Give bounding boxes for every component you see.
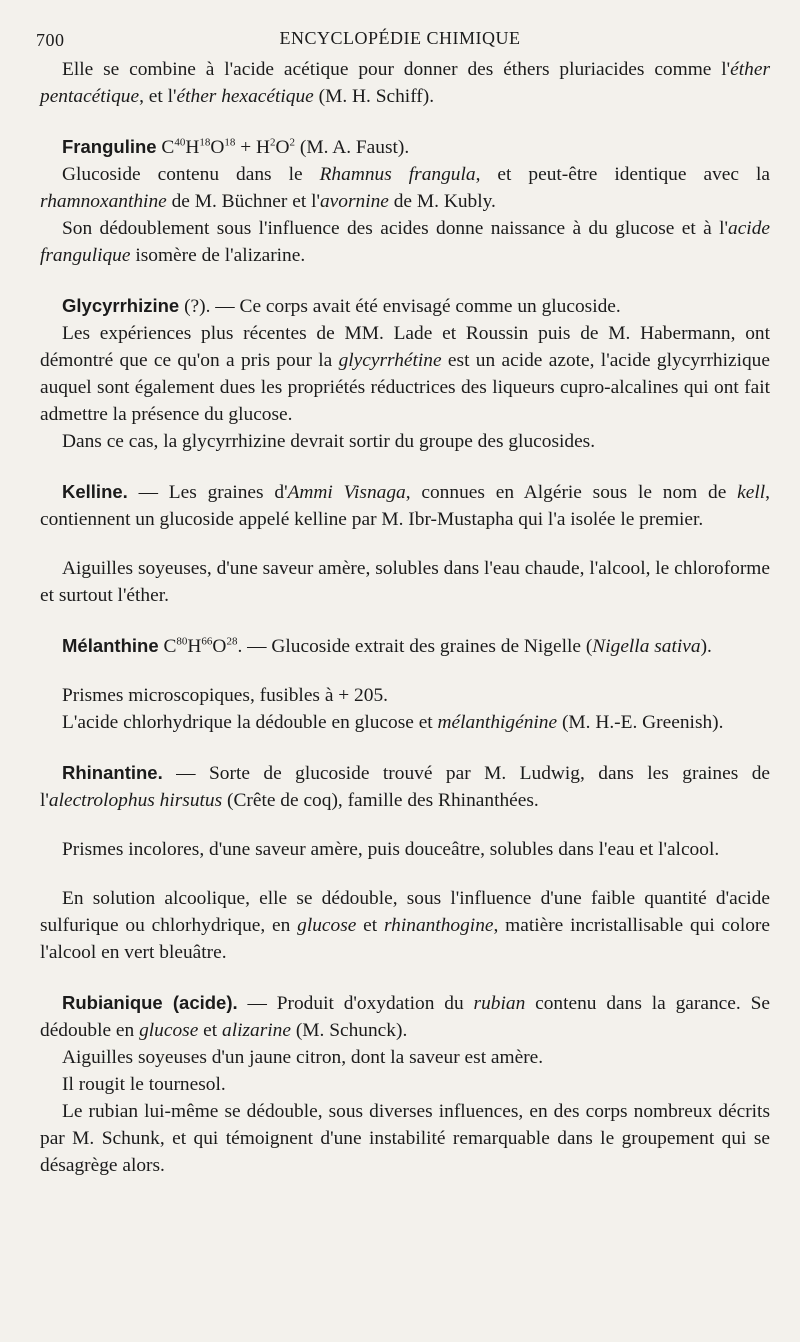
paragraph: Les expériences plus récentes de MM. Lade et Roussin puis de M. Habermann, ont démontré que ce qu'on a pris pour la glycyrrhétine est un acide azote, l'acide glycyrrhizique auquel sont également dues les propriétés réductrices des liqueurs cupro-alcalines qui ont fait admettre la présence du glucose. bbox=[40, 323, 770, 425]
entry-rubianique: Rubianique (acide). — Produit d'oxydation du rubian contenu dans la garance. Se dédouble en glucose et alizarine (M. Schunck). bbox=[40, 992, 770, 1041]
entry-glycyrrhizine: Glycyrrhizine (?). — Ce corps avait été envisagé comme un glucoside. bbox=[62, 295, 621, 317]
entry-term: Glycyrrhizine bbox=[62, 295, 180, 316]
entry-rhinantine: Rhinantine. — Sorte de glucoside trouvé par M. Ludwig, dans les graines de l'alectrolophus hirsutus (Crête de coq), famille des Rhinanthées. bbox=[40, 762, 770, 811]
paragraph: Glucoside contenu dans le Rhamnus frangula, et peut-être identique avec la rhamnoxanthine de M. Büchner et l'avornine de M. Kubly. bbox=[40, 164, 770, 212]
entry-melanthine: Mélanthine $C^{80}H^{66}O^{28}$. — Glucoside extrait des graines de Nigelle (Nigella sativa). bbox=[62, 635, 712, 657]
paragraph: Son dédoublement sous l'influence des acides donne naissance à du glucose et à l'acide frangulique isomère de l'alizarine. bbox=[40, 218, 770, 266]
entry-term: Rubianique (acide). bbox=[62, 992, 238, 1013]
paragraph: Le rubian lui-même se dédouble, sous diverses influences, en des corps nombreux décrits par M. Schunk, et qui témoignent d'une instabilité remarquable dans le groupement qui se désagrège alors. bbox=[40, 1101, 770, 1176]
paragraph: Aiguilles soyeuses, d'une saveur amère, solubles dans l'eau chaude, l'alcool, le chloroforme et surtout l'éther. bbox=[40, 558, 770, 606]
paragraph: Prismes microscopiques, fusibles à + 205. bbox=[62, 685, 388, 706]
paragraph: Prismes incolores, d'une saveur amère, puis douceâtre, solubles dans l'eau et l'alcool. bbox=[62, 839, 720, 860]
paragraph: En solution alcoolique, elle se dédouble, sous l'influence d'une faible quantité d'acide sulfurique ou chlorhydrique, en glucose et rhinanthogine, matière incristallisable qui colore l'alcool en vert bleuâtre. bbox=[40, 888, 770, 963]
entry-term: Kelline. bbox=[62, 481, 128, 502]
paragraph: Dans ce cas, la glycyrrhizine devrait sortir du groupe des glucosides. bbox=[62, 431, 596, 452]
paragraph: Aiguilles soyeuses d'un jaune citron, dont la saveur est amère. bbox=[62, 1047, 544, 1068]
paragraph: Il rougit le tournesol. bbox=[62, 1074, 226, 1095]
running-title: ENCYCLOPÉDIE CHIMIQUE bbox=[279, 28, 521, 48]
intro-paragraph: Elle se combine à l'acide acétique pour donner des éthers pluriacides comme l'éther pentacétique, et l'éther hexacétique (M. H. Schiff). bbox=[40, 59, 770, 107]
entry-term: Rhinantine. bbox=[62, 762, 163, 783]
page-number: 700 bbox=[36, 30, 65, 50]
page-body bbox=[40, 56, 770, 1179]
entry-kelline: Kelline. — Les graines d'Ammi Visnaga, connues en Algérie sous le nom de kell, contiennent un glucoside appelé kelline par M. Ibr-Mustapha qui l'a isolée le premier. bbox=[40, 481, 770, 530]
paragraph: L'acide chlorhydrique la dédouble en glucose et mélanthigénine (M. H.-E. Greenish). bbox=[62, 712, 724, 733]
entry-term: Franguline bbox=[62, 136, 157, 157]
entry-franguline: Franguline $C^{40}H^{18}O^{18} + H^2O^2$ (M. A. Faust). bbox=[62, 136, 410, 158]
entry-term: Mélanthine bbox=[62, 635, 159, 656]
page-header bbox=[36, 24, 764, 54]
